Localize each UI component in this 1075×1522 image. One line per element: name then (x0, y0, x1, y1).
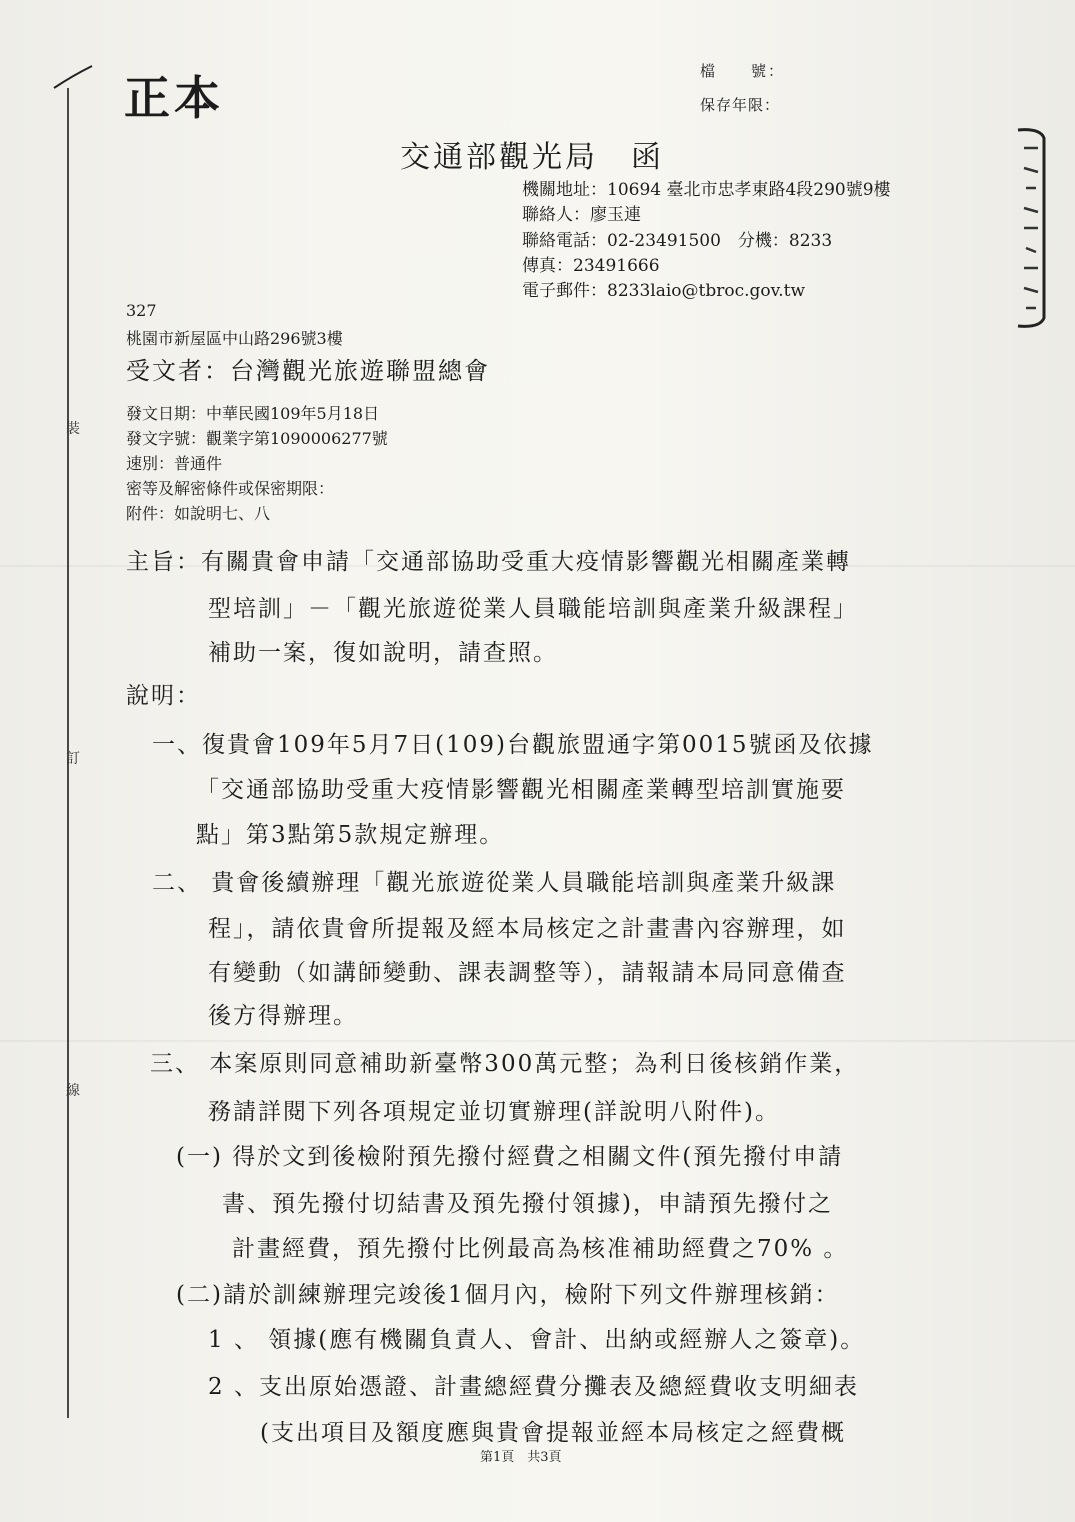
delivery-speed: 速別：普通件 (126, 454, 223, 473)
explanation-heading: 說明： (126, 683, 201, 709)
sub-item-2-1: 1 、 領據(應有機關負責人、會計、出納或經辦人之簽章)。 (208, 1327, 866, 1353)
sub-item-2-2-cont: (支出項目及額度應與貴會提報並經本局核定之經費概 (260, 1420, 846, 1446)
explanation-item-2-line: 二、 貴會後續辦理「觀光旅遊從業人員職能培訓與產業升級課 (152, 870, 837, 896)
original-copy-mark: 正本 (124, 71, 224, 125)
document-number: 發文字號：觀業字第1090006277號 (126, 429, 388, 448)
paper-fold (0, 1040, 1075, 1042)
subject-line-2: 型培訓」－「觀光旅遊從業人員職能培訓與產業升級課程」 (208, 596, 858, 622)
explanation-item-2-line: 有變動（如講師變動、課表調整等），請報請本局同意備查 (208, 960, 847, 986)
margin-char-bind: 裝 (66, 421, 80, 437)
explanation-item-1-line: 點」第3點第5款規定辦理。 (196, 822, 505, 848)
secrecy-level: 密等及解密條件或保密期限： (126, 479, 335, 498)
sub-item-2: (二)請於訓練辦理完竣後1個月內，檢附下列文件辦理核銷： (176, 1282, 840, 1308)
explanation-item-3-line: 務請詳閱下列各項規定並切實辦理(詳說明八附件)。 (208, 1099, 780, 1125)
contact-email: 電子郵件：8233laio@tbroc.gov.tw (522, 281, 805, 301)
sub-item-1-line: (一) 得於文到後檢附預先撥付經費之相關文件(預先撥付申請 (176, 1144, 844, 1170)
page-number: 第1頁 共3頁 (480, 1450, 562, 1465)
sub-item-2-2: 2 、支出原始憑證、計畫總經費分攤表及總經費收支明細表 (208, 1374, 859, 1400)
retention-label: 保存年限： (700, 96, 781, 114)
recipient-postal-code: 327 (126, 301, 157, 320)
explanation-item-2-line: 後方得辦理。 (208, 1003, 358, 1029)
agency-title: 交通部觀光局 函 (400, 140, 664, 175)
margin-char-staple: 訂 (66, 751, 80, 767)
sub-item-1-line: 書、預先撥付切結書及預先撥付領據)，申請預先撥付之 (222, 1191, 833, 1217)
agency-address: 機關地址：10694 臺北市忠孝東路4段290號9樓 (522, 180, 891, 200)
explanation-item-2-line: 程」，請依貴會所提報及經本局核定之計畫書內容辦理，如 (208, 916, 847, 942)
attachments: 附件：如說明七、八 (126, 504, 271, 523)
subject-line-1: 主旨：有關貴會申請「交通部協助受重大疫情影響觀光相關產業轉 (126, 549, 851, 575)
explanation-item-1-line: 「交通部協助受重大疫情影響觀光相關產業轉型培訓實施要 (196, 777, 846, 803)
recipient-address: 桃園市新屋區中山路296號3樓 (126, 329, 343, 348)
explanation-item-3-line: 三、 本案原則同意補助新臺幣300萬元整；為利日後核銷作業， (150, 1051, 860, 1077)
explanation-item-1-line: 一、復貴會109年5月7日(109)台觀旅盟通字第0015號函及依據 (152, 732, 874, 758)
binding-tick-mark (52, 64, 94, 94)
file-number-label: 檔 號： (700, 62, 786, 80)
seal-stamp (1010, 128, 1048, 328)
sub-item-1-line: 計畫經費，預先撥付比例最高為核准補助經費之70% 。 (232, 1236, 849, 1262)
contact-person: 聯絡人：廖玉連 (522, 205, 641, 225)
issue-date: 發文日期：中華民國109年5月18日 (126, 404, 380, 423)
contact-fax: 傳真：23491666 (522, 256, 660, 276)
contact-phone: 聯絡電話：02-23491500 分機：8233 (522, 231, 833, 251)
margin-char-line: 線 (66, 1083, 80, 1099)
subject-line-3: 補助一案，復如說明，請查照。 (208, 640, 558, 666)
recipient-name: 受文者：台灣觀光旅遊聯盟總會 (126, 357, 490, 385)
